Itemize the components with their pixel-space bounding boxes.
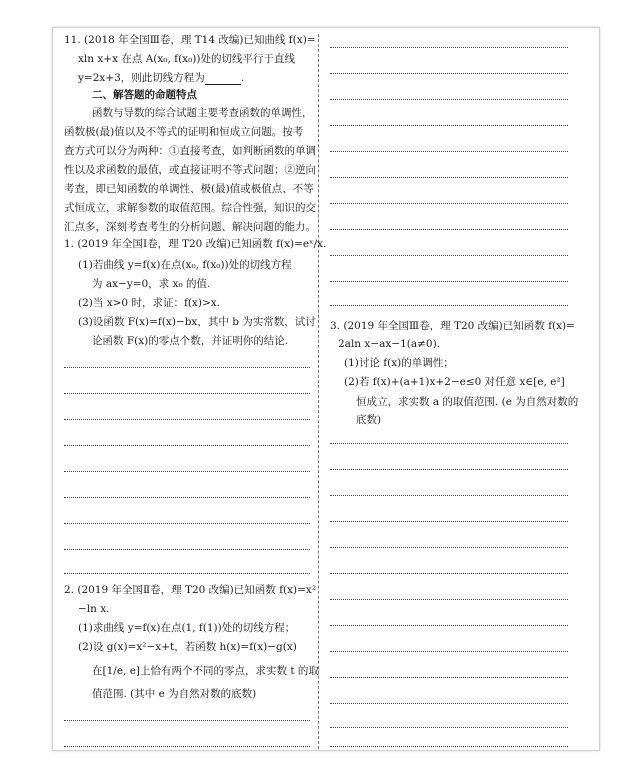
q11-line-3: y=2x+3，则此切线方程为 . — [78, 72, 245, 84]
q1-line-6: 论函数 F(x)的零点个数，并证明你的结论. — [92, 335, 289, 347]
answer-line[interactable] — [64, 367, 310, 368]
q2-line-2: −ln x. — [78, 603, 110, 615]
answer-line[interactable] — [330, 443, 568, 444]
answer-line[interactable] — [330, 255, 568, 256]
q3-line-1: 3. (2019 年全国Ⅲ卷，理 T20 改编)已知函数 f(x)= — [330, 320, 575, 332]
answer-line[interactable] — [64, 720, 310, 721]
answer-line[interactable] — [330, 73, 568, 74]
answer-line[interactable] — [64, 419, 310, 420]
q2-line-6: 值范围. (其中 e 为自然对数的底数) — [92, 688, 257, 700]
answer-line[interactable] — [64, 549, 310, 550]
section-title: 二、解答题的命题特点 — [92, 89, 197, 101]
answer-line[interactable] — [64, 393, 310, 394]
answer-blank[interactable] — [205, 74, 241, 85]
q2-line-1: 2. (2019 年全国Ⅱ卷，理 T20 改编)已知函数 f(x)=x² — [64, 584, 317, 596]
answer-line[interactable] — [330, 599, 568, 600]
para-line-5: 考查，即已知函数的单调性、极(最)值或极值点、不等 — [64, 183, 314, 195]
answer-line[interactable] — [330, 573, 568, 574]
q1-line-1: 1. (2019 年全国Ⅰ卷，理 T20 改编)已知函数 f(x)=eˣ/x. — [64, 238, 327, 250]
q1-line-5: (3)设函数 F(x)=f(x)−bx，其中 b 为实常数，试讨 — [78, 316, 316, 328]
q3-line-3: (1)讨论 f(x)的单调性； — [344, 357, 454, 369]
q11-line-1: 11. (2018 年全国Ⅲ卷，理 T14 改编)已知曲线 f(x)= — [64, 34, 316, 46]
answer-line[interactable] — [330, 521, 568, 522]
answer-line[interactable] — [64, 445, 310, 446]
answer-line[interactable] — [64, 746, 310, 747]
q3-line-5: 恒成立，求实数 a 的取值范围. (e 为自然对数的 — [356, 396, 579, 408]
answer-line[interactable] — [330, 151, 568, 152]
answer-line[interactable] — [330, 469, 568, 470]
answer-line[interactable] — [330, 125, 568, 126]
answer-line[interactable] — [330, 727, 568, 728]
q3-line-4: (2)若 f(x)+(a+1)x+2−e≤0 对任意 x∈[e, e²] — [344, 376, 565, 388]
q3-line-6: 底数) — [356, 414, 382, 426]
answer-line[interactable] — [330, 651, 568, 652]
answer-line[interactable] — [330, 229, 568, 230]
q1-line-3: 为 ax−y=0，求 x₀ 的值. — [92, 278, 211, 290]
q3-line-2: 2aln x−ax−1(a≠0). — [338, 338, 441, 350]
answer-line[interactable] — [330, 203, 568, 204]
answer-line[interactable] — [330, 677, 568, 678]
answer-line[interactable] — [64, 573, 310, 574]
answer-line[interactable] — [330, 281, 568, 282]
q1-line-2: (1)若曲线 y=f(x)在点(x₀, f(x₀))处的切线方程 — [78, 259, 292, 271]
answer-line[interactable] — [330, 47, 568, 48]
para-line-2: 函数极(最)值以及不等式的证明和恒成立问题。按考 — [64, 126, 304, 138]
answer-line[interactable] — [330, 746, 568, 747]
answer-line[interactable] — [330, 625, 568, 626]
q1-line-4: (2)当 x>0 时，求证：f(x)>x. — [78, 297, 221, 309]
q2-line-5: 在[1/e, e]上恰有两个不同的零点，求实数 t 的取 — [92, 665, 319, 677]
answer-line[interactable] — [64, 523, 310, 524]
answer-line[interactable] — [330, 177, 568, 178]
q2-line-3: (1)求曲线 y=f(x)在点(1, f(1))处的切线方程； — [78, 622, 296, 634]
answer-line[interactable] — [64, 471, 310, 472]
para-line-6: 式恒成立，求解参数的取值范围。综合性强，知识的交 — [64, 202, 316, 214]
para-line-7: 汇点多，深刻考查考生的分析问题、解决问题的能力。 — [64, 221, 316, 233]
para-line-4: 性以及求函数的最值，或直接证明不等式问题；②逆向 — [64, 164, 316, 176]
answer-line[interactable] — [330, 99, 568, 100]
answer-line[interactable] — [64, 497, 310, 498]
answer-line[interactable] — [330, 495, 568, 496]
answer-line[interactable] — [330, 305, 568, 306]
q2-line-4: (2)设 g(x)=x²−x+t，若函数 h(x)=f(x)−g(x) — [78, 641, 297, 653]
para-line-1: 函数与导数的综合试题主要考查函数的单调性， — [92, 107, 313, 119]
column-divider — [318, 34, 319, 749]
q11-line-2: xln x+x 在点 A(x₀, f(x₀))处的切线平行于直线 — [78, 53, 295, 65]
answer-line[interactable] — [330, 547, 568, 548]
para-line-3: 查方式可以分为两种：①直接考查，如判断函数的单调 — [64, 145, 316, 157]
answer-line[interactable] — [330, 703, 568, 704]
